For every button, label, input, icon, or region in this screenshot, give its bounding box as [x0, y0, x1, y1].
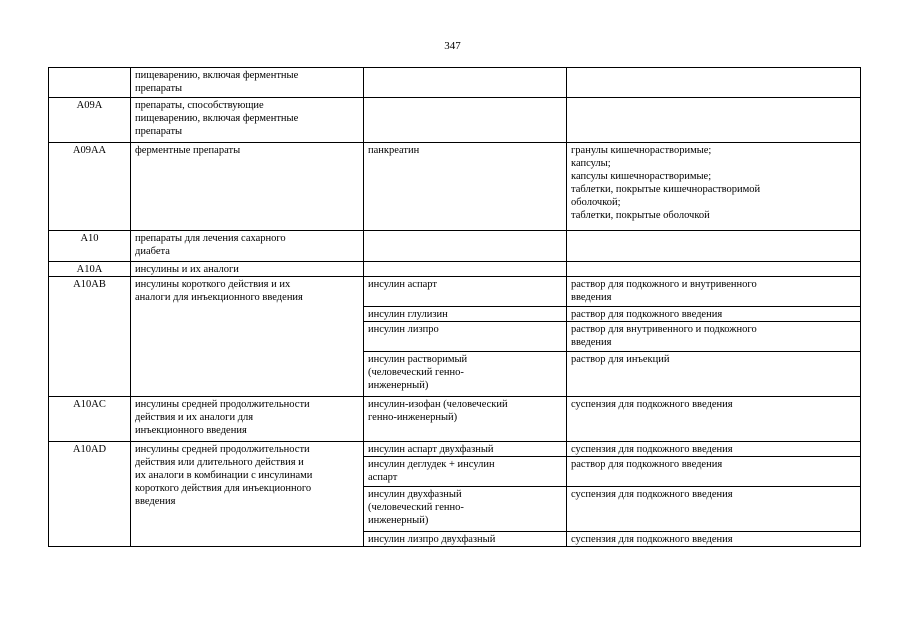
- dosage-form-cell: [567, 68, 861, 98]
- atc-code-cell: A10AC: [49, 397, 131, 442]
- drug-name-cell: панкреатин: [364, 143, 567, 231]
- drug-table: [48, 67, 861, 547]
- drug-name-cell: [364, 68, 567, 98]
- table-row: [49, 98, 861, 143]
- atc-code-cell: A10A: [49, 262, 131, 277]
- group-name-cell: инсулины средней продолжительности действия и их аналоги для инъекционного введения: [131, 397, 364, 442]
- page-number: 347: [444, 40, 461, 52]
- dosage-form-cell: раствор для инъекций: [567, 352, 861, 397]
- drug-name-cell: инсулин двухфазный (человеческий генно- инженерный): [364, 487, 567, 532]
- table-row: [49, 231, 861, 262]
- dosage-form-cell: [567, 262, 861, 277]
- drug-name-cell: [364, 231, 567, 262]
- dosage-form-cell: суспензия для подкожного введения: [567, 397, 861, 442]
- dosage-form-cell: суспензия для подкожного введения: [567, 532, 861, 547]
- group-name-cell: инсулины и их аналоги: [131, 262, 364, 277]
- table-row: [49, 397, 861, 442]
- dosage-form-cell: суспензия для подкожного введения: [567, 442, 861, 457]
- table-row: [49, 442, 861, 457]
- group-name-cell: ферментные препараты: [131, 143, 364, 231]
- drug-name-cell: инсулин лизпро двухфазный: [364, 532, 567, 547]
- dosage-form-cell: гранулы кишечнорастворимые; капсулы; капсулы кишечнорастворимые; таблетки, покрытые кишечнорастворимой оболочкой; таблетки, покрытые оболочкой: [567, 143, 861, 231]
- group-name-cell: пищеварению, включая ферментные препараты: [131, 68, 364, 98]
- group-name-cell: инсулины короткого действия и их аналоги для инъекционного введения: [131, 277, 364, 397]
- drug-name-cell: [364, 98, 567, 143]
- drug-name-cell: инсулин аспарт: [364, 277, 567, 307]
- group-name-cell: инсулины средней продолжительности действия или длительного действия и их аналоги в комбинации с инсулинами короткого действия для инъекционного введения: [131, 442, 364, 547]
- atc-code-cell: A09A: [49, 98, 131, 143]
- drug-name-cell: [364, 262, 567, 277]
- atc-code-cell: A10AD: [49, 442, 131, 547]
- atc-code-cell: A10AB: [49, 277, 131, 397]
- drug-name-cell: инсулин глулизин: [364, 307, 567, 322]
- dosage-form-cell: [567, 231, 861, 262]
- table-row: [49, 68, 861, 98]
- drug-name-cell: инсулин деглудек + инсулин аспарт: [364, 457, 567, 487]
- dosage-form-cell: раствор для подкожного введения: [567, 457, 861, 487]
- group-name-cell: препараты, способствующие пищеварению, включая ферментные препараты: [131, 98, 364, 143]
- dosage-form-cell: раствор для подкожного введения: [567, 307, 861, 322]
- dosage-form-cell: суспензия для подкожного введения: [567, 487, 861, 532]
- drug-name-cell: инсулин аспарт двухфазный: [364, 442, 567, 457]
- group-name-cell: препараты для лечения сахарного диабета: [131, 231, 364, 262]
- atc-code-cell: [49, 68, 131, 98]
- table-row: [49, 143, 861, 231]
- dosage-form-cell: раствор для внутривенного и подкожного введения: [567, 322, 861, 352]
- table-row: [49, 277, 861, 307]
- drug-name-cell: инсулин растворимый (человеческий генно- инженерный): [364, 352, 567, 397]
- table-row: [49, 262, 861, 277]
- atc-code-cell: A09AA: [49, 143, 131, 231]
- dosage-form-cell: раствор для подкожного и внутривенного введения: [567, 277, 861, 307]
- dosage-form-cell: [567, 98, 861, 143]
- atc-code-cell: A10: [49, 231, 131, 262]
- drug-name-cell: инсулин лизпро: [364, 322, 567, 352]
- drug-name-cell: инсулин-изофан (человеческий генно-инженерный): [364, 397, 567, 442]
